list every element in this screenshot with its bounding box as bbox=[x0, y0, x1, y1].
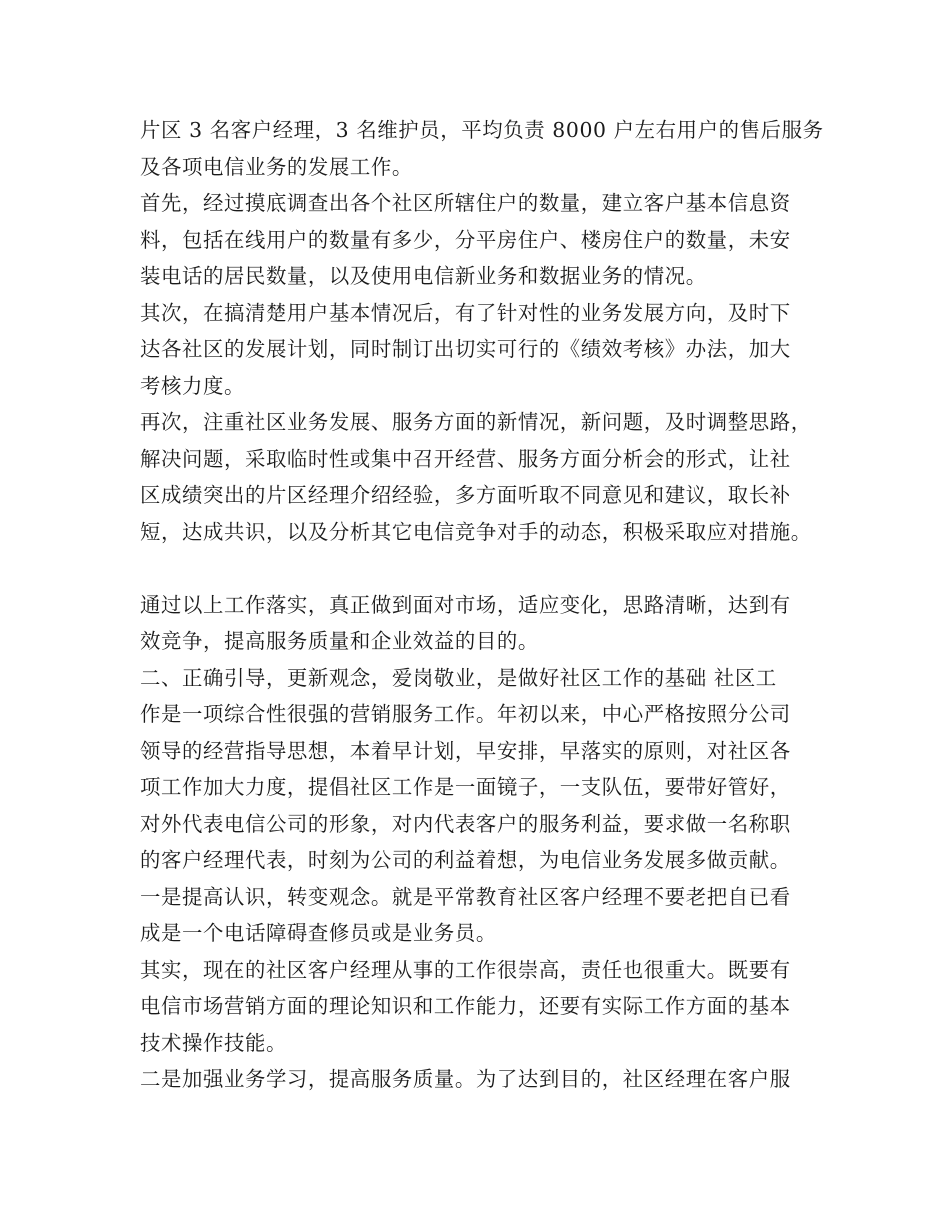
text-line: 解决问题，采取临时性或集中召开经营、服务方面分析会的形式，让社 bbox=[140, 446, 791, 471]
text-line: 考核力度。 bbox=[140, 373, 245, 398]
document-body bbox=[140, 112, 830, 1098]
text-line: 再次，注重社区业务发展、服务方面的新情况，新问题，及时调整思路， bbox=[140, 410, 812, 434]
text-line: 其实，现在的社区客户经理从事的工作很崇高，责任也很重大。既要有 bbox=[140, 957, 791, 982]
text-line: 达各社区的发展计划，同时制订出切实可行的《绩效考核》办法，加大 bbox=[140, 337, 791, 361]
text-line: 及各项电信业务的发展工作。 bbox=[140, 154, 413, 179]
text-line: 二、正确引导，更新观念，爱岗敬业，是做好社区工作的基础 社区工 bbox=[140, 665, 777, 690]
text-line: 领导的经营指导思想，本着早计划，早安排，早落实的原则，对社区各 bbox=[140, 738, 791, 763]
text-line: 作是一项综合性很强的营销服务工作。年初以来，中心严格按照分公司 bbox=[140, 702, 791, 726]
text-line: 的客户经理代表，时刻为公司的利益着想，为电信业务发展多做贡献。 bbox=[140, 848, 791, 872]
text-line: 其次，在搞清楚用户基本情况后，有了针对性的业务发展方向，及时下 bbox=[140, 300, 791, 325]
text-line: 装电话的居民数量，以及使用电信新业务和数据业务的情况。 bbox=[140, 264, 707, 288]
text-line: 一是提高认识，转变观念。就是平常教育社区客户经理不要老把自已看 bbox=[140, 884, 791, 909]
text-line: 首先，经过摸底调查出各个社区所辖住户的数量，建立客户基本信息资 bbox=[140, 191, 791, 215]
paragraph-gap bbox=[140, 550, 830, 587]
text-line: 二是加强业务学习，提高服务质量。为了达到目的，社区经理在客户服 bbox=[140, 1067, 791, 1091]
text-line: 项工作加大力度，提倡社区工作是一面镜子，一支队伍，要带好管好， bbox=[140, 775, 791, 799]
text-line: 成是一个电话障碍查修员或是业务员。 bbox=[140, 921, 497, 945]
text-line: 区成绩突出的片区经理介绍经验，多方面听取不同意见和建议，取长补 bbox=[140, 483, 791, 507]
text-line: 电信市场营销方面的理论知识和工作能力，还要有实际工作方面的基本 bbox=[140, 994, 791, 1018]
text-line: 对外代表电信公司的形象，对内代表客户的服务利益，要求做一名称职 bbox=[140, 811, 791, 836]
text-line: 片区 3 名客户经理，3 名维护员，平均负责 8000 户左右用户的售后服务 bbox=[140, 118, 824, 142]
text-line: 料，包括在线用户的数量有多少，分平房住户、楼房住户的数量，未安 bbox=[140, 227, 791, 252]
text-line: 短，达成共识，以及分析其它电信竞争对手的动态，积极采取应对措施。 bbox=[140, 519, 812, 544]
text-line: 通过以上工作落实，真正做到面对市场，适应变化，思路清晰，达到有 bbox=[140, 592, 791, 617]
text-line: 技术操作技能。 bbox=[140, 1030, 287, 1055]
text-line: 效竞争，提高服务质量和企业效益的目的。 bbox=[140, 629, 539, 653]
